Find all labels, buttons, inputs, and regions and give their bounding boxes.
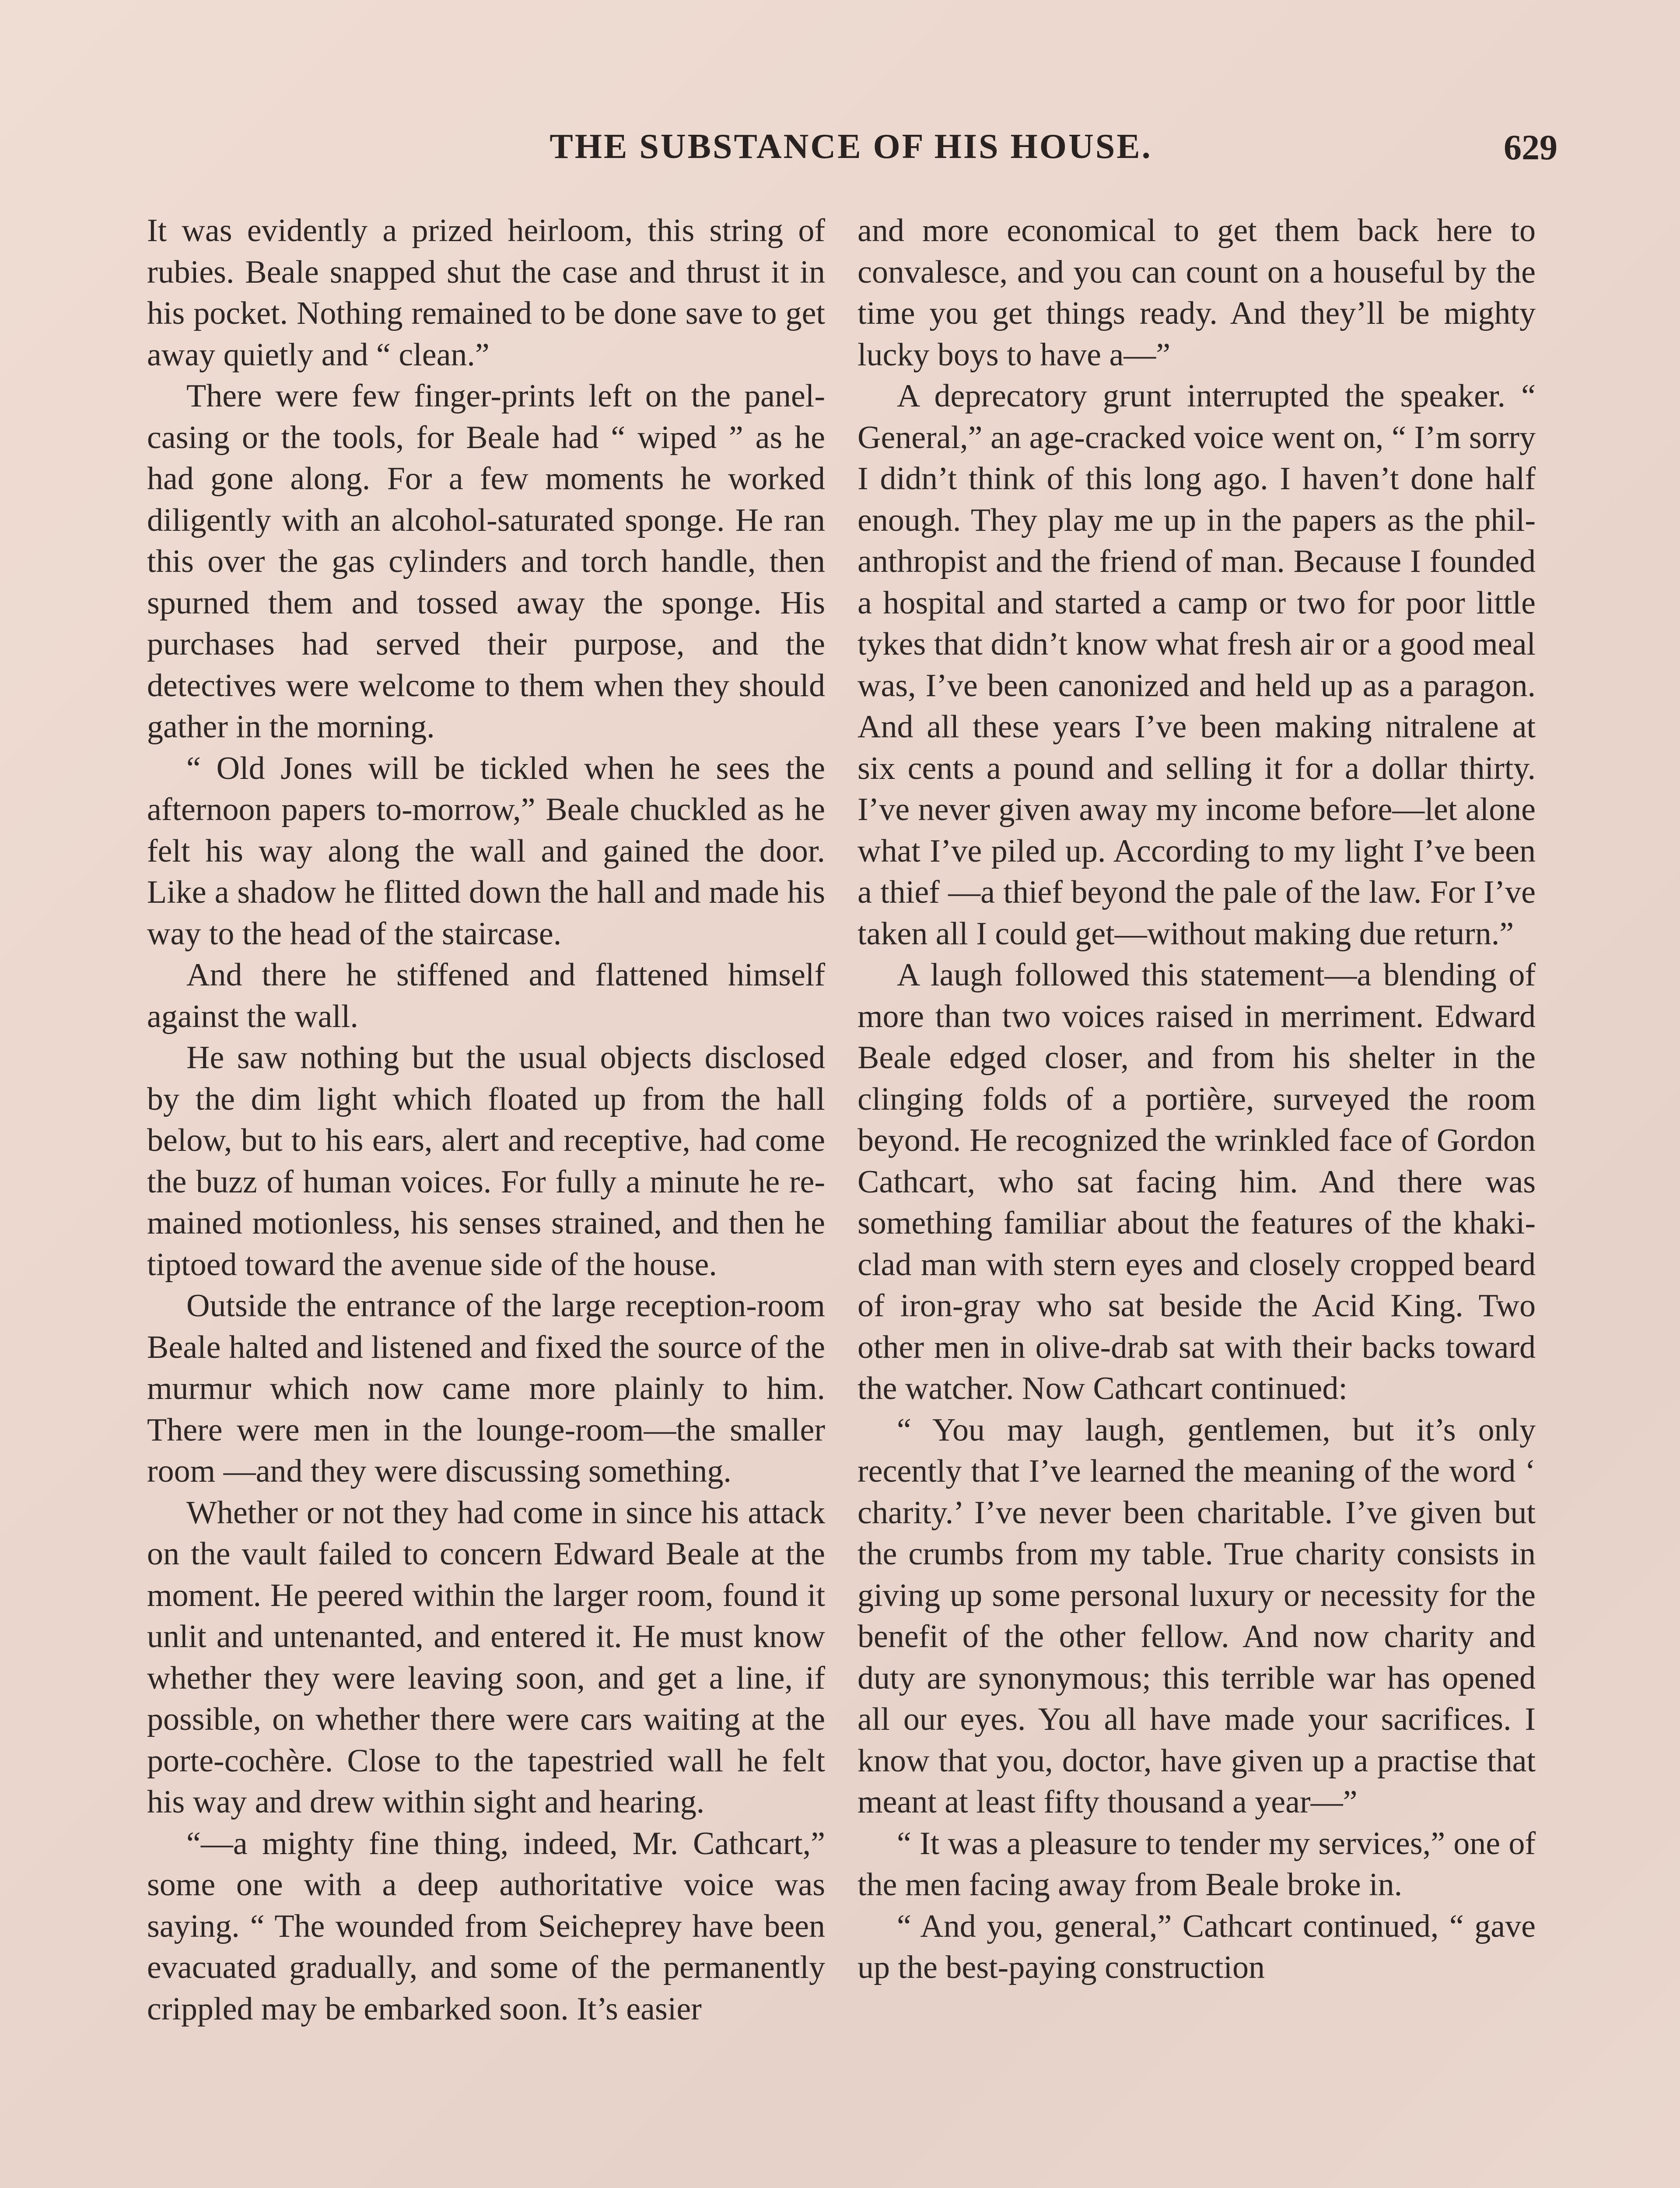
paragraph: He saw nothing but the usual objects disclosed by the dim light which floated up from the hall below, but to his ears, alert and receptive, had come the buzz of human voices. For fully a minute he remained motionless, his senses strained, and then he tiptoed toward the avenue side of the house. (147, 1040, 825, 1283)
paragraph: “ You may laugh, gentlemen, but it’s only recently that I’ve learned the meaning of the word ‘ charity.’ I’ve never been charitable. I’ve given but the crumbs from my table. True charity consists in giving up some personal luxury or necessity for the benefit of the other fellow. And now charity and duty are synonymous; this terrible war has opened all our eyes. You all have made your sacrifices. I know that you, doctor, have given up a practise that meant at least fifty thousand a year—” (858, 1412, 1536, 1820)
paragraph: “ It was a pleasure to tender my services,” one of the men facing away from Beale broke in. (858, 1825, 1536, 1903)
paragraph: And there he stiffened and flattened himself against the wall. (147, 957, 825, 1034)
paragraph: A deprecatory grunt interrupted the speaker. “ General,” an age-cracked voice went on, “ I’m sorry I didn’t think of this long ago. I haven’t done half enough. They play me up in the papers as the philanthropist and the friend of man. Because I founded a hospital and started a camp or two for poor little tykes that didn’t know what fresh air or a good meal was, I’ve been canonized and held up as a paragon. And all these years I’ve been making nitralene at six cents a pound and selling it for a dollar thirty. I’ve never given away my income before—let alone what I’ve piled up. According to my light I’ve been a thief —a thief beyond the pale of the law. For I’ve taken all I could get—without making due return.” (858, 378, 1536, 952)
page-number: 629 (1504, 127, 1558, 167)
running-title: THE SUBSTANCE OF HIS HOUSE. (550, 127, 1152, 166)
paragraph: It was evidently a prized heirloom, this string of rubies. Beale snapped shut the case and thrust it in his pocket. Nothing remained to be done save to get away quietly and “ clean.” (147, 213, 825, 373)
running-head (144, 127, 1558, 175)
right-column (858, 210, 1536, 2188)
paragraph: Outside the entrance of the large reception-room Beale halted and listened and fixed the source of the murmur which now came more plainly to him. There were men in the lounge-room—the smaller room —and they were discussing something. (147, 1288, 825, 1489)
paragraph: A laugh followed this statement—a blending of more than two voices raised in merriment. Edward Beale edged closer, and from his shelter in the clinging folds of a portière, surveyed the room beyond. He recognized the wrinkled face of Gordon Cathcart, who sat facing him. And there was something familiar about the features of the khaki-clad man with stern eyes and closely cropped beard of iron-gray who sat beside the Acid King. Two other men in olive-drab sat with their backs toward the watcher. Now Cathcart continued: (858, 957, 1536, 1406)
paragraph: “—a mighty fine thing, indeed, Mr. Cathcart,” some one with a deep authoritative voice was saying. “ The wounded from Seicheprey have been evacuated gradually, and some of the permanently crippled may be embarked soon. It’s easier (147, 1825, 825, 2027)
paragraph: and more economical to get them back here to convalesce, and you can count on a houseful by the time you get things ready. And they’ll be mighty lucky boys to have a—” (858, 213, 1536, 373)
left-column (147, 210, 825, 2188)
paragraph: Whether or not they had come in since his attack on the vault failed to concern Edward Beale at the moment. He peered within the larger room, found it unlit and untenanted, and entered it. He must know whether they were leaving soon, and get a line, if possible, on whether there were cars waiting at the porte-cochère. Close to the tapestried wall he felt his way and drew within sight and hearing. (147, 1494, 825, 1820)
paragraph: There were few finger-prints left on the panel-casing or the tools, for Beale had “ wiped ” as he had gone along. For a few moments he worked diligently with an alcohol-saturated sponge. He ran this over the gas cylinders and torch handle, then spurned them and tossed away the sponge. His purchases had served their purpose, and the detectives were welcome to them when they should gather in the morning. (147, 378, 825, 745)
paragraph: “ Old Jones will be tickled when he sees the afternoon papers to-morrow,” Beale chuckled as he felt his way along the wall and gained the door. Like a shadow he flitted down the hall and made his way to the head of the staircase. (147, 750, 825, 952)
paragraph: “ And you, general,” Cathcart continued, “ gave up the best-paying construction (858, 1908, 1536, 1985)
